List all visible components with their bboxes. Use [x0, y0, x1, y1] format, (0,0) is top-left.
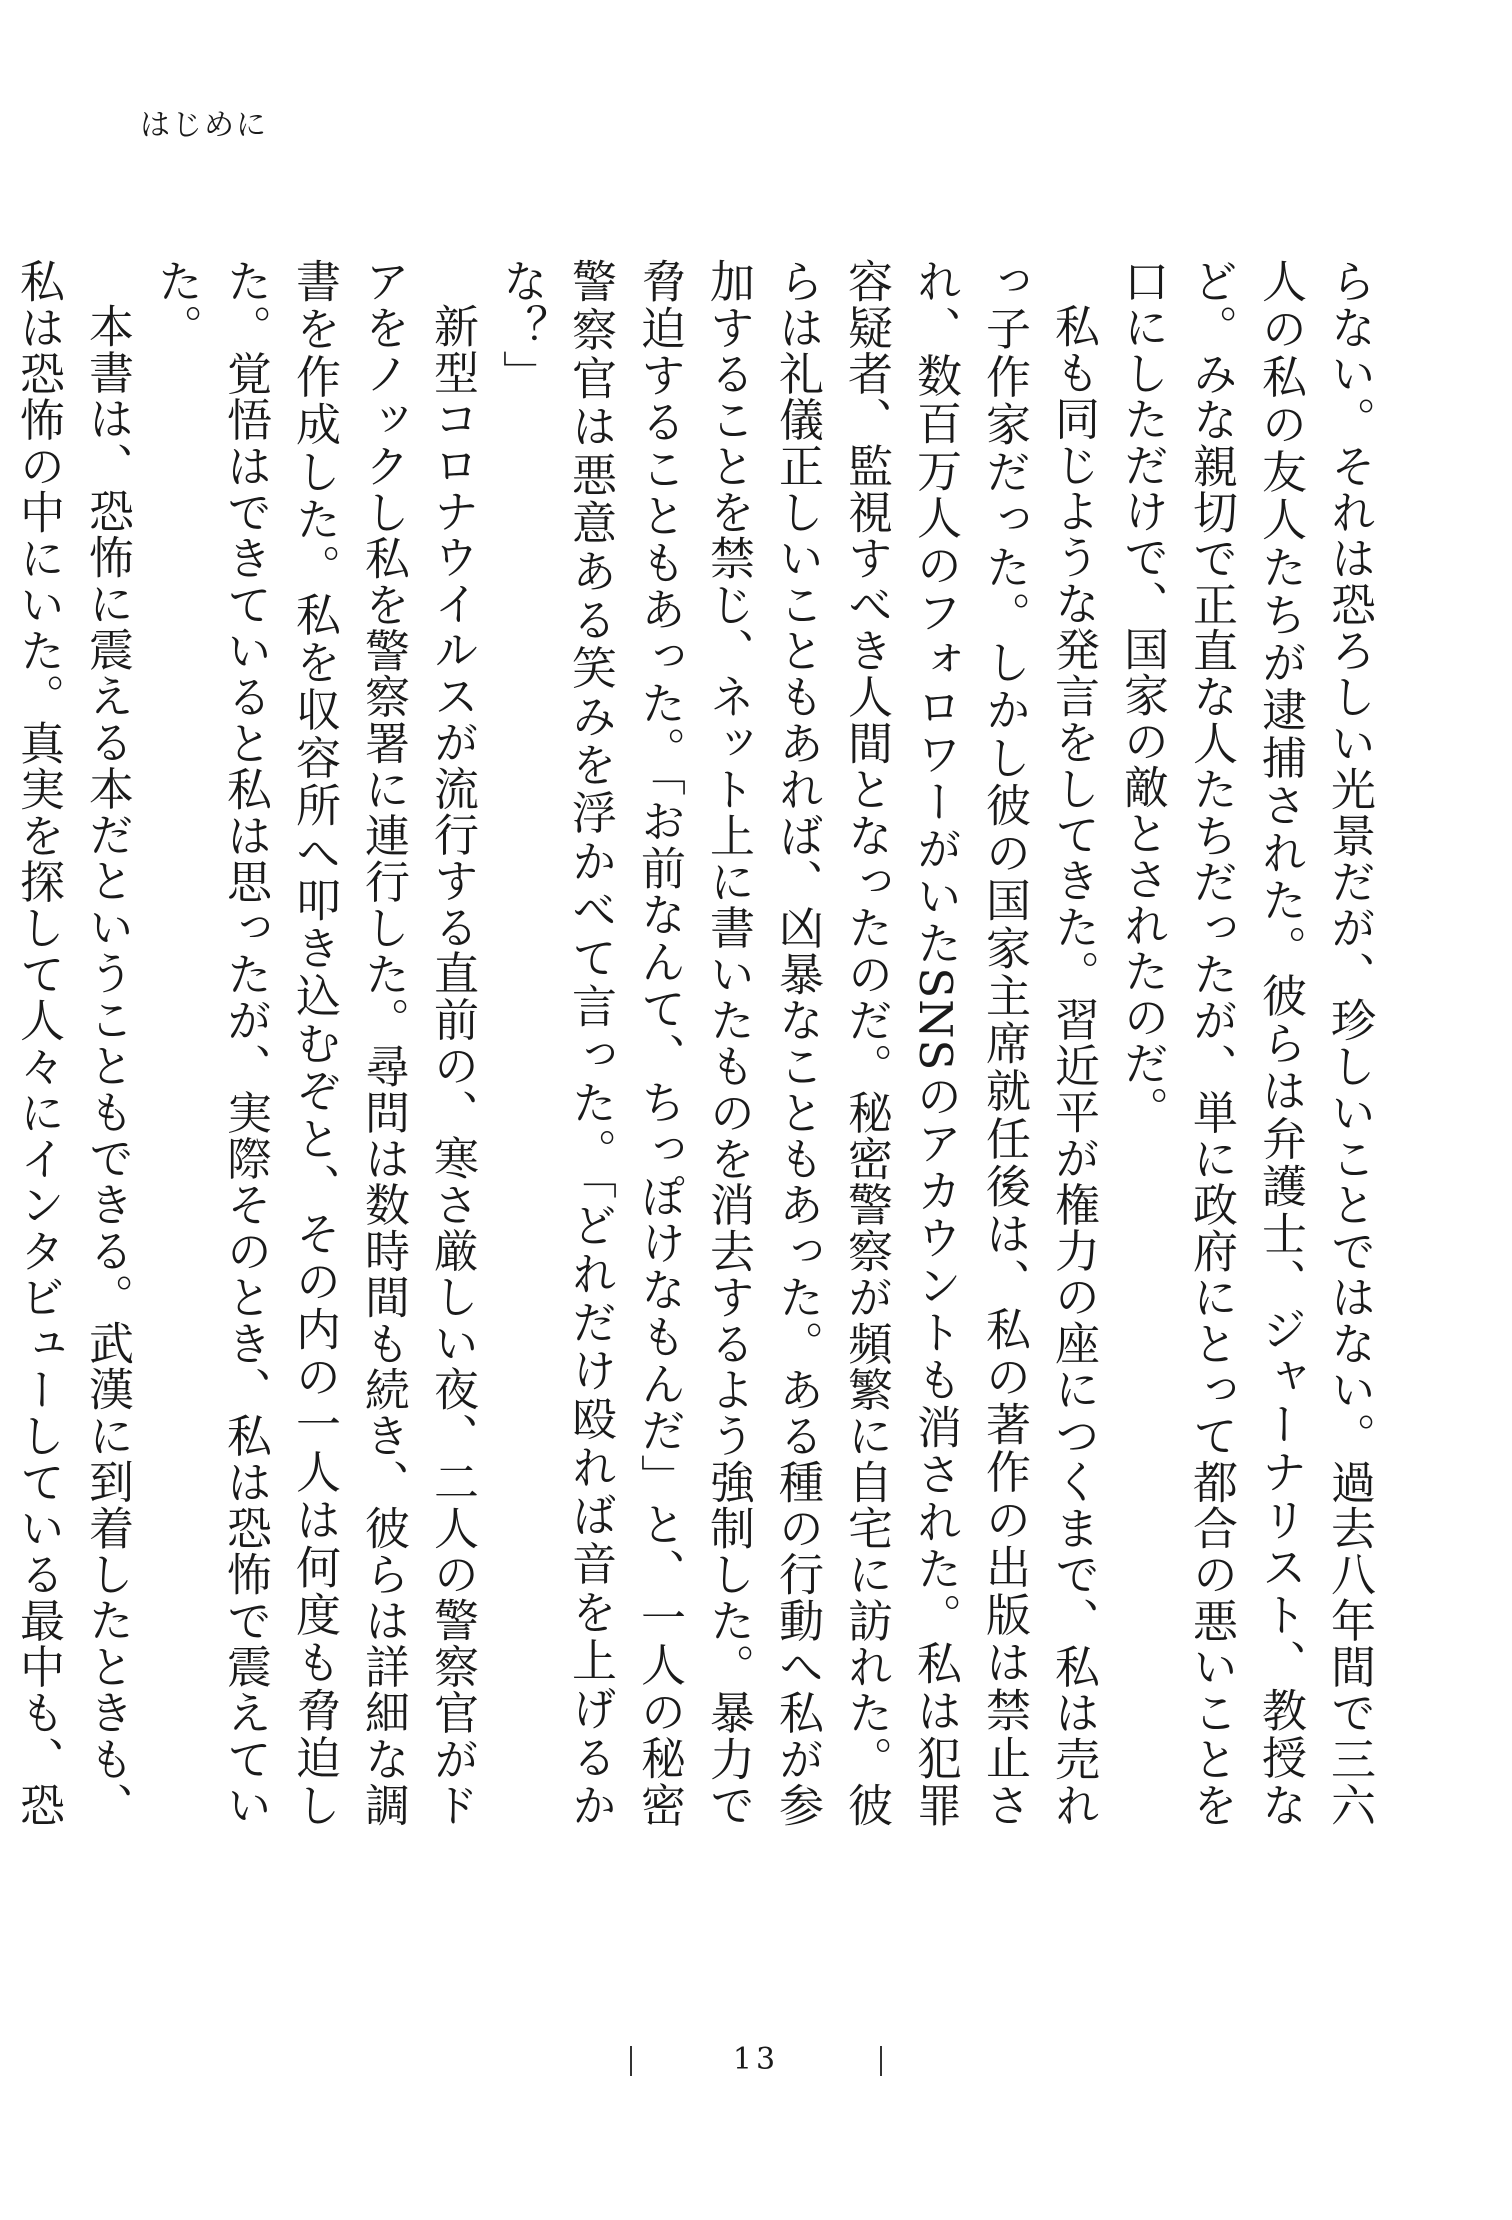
- body-text: [12, 258, 1384, 1828]
- paragraph: らない。それは恐ろしい光景だが、珍しいことではない。過去八年間で三六人の私の友人たちが逮捕された。彼らは弁護士、ジャーナリスト、教授など。みな親切で正直な人たちだったが、単に政府にとって都合の悪いことを口にしただけで、国家の敵とされたのだ。: [1116, 258, 1376, 1828]
- footer-divider-right: [880, 2046, 882, 2076]
- paragraph: 新型コロナウイルスが流行する直前の、寒さ厳しい夜、二人の警察官がドアをノックし私を警察署に連行した。尋問は数時間も続き、彼らは詳細な調書を作成した。私を収容所へ叩き込むぞと、その内の一人は何度も脅迫した。覚悟はできていると私は思ったが、実際そのとき、私は恐怖で震えていた。: [150, 258, 479, 1828]
- page-footer: [0, 2042, 1512, 2082]
- paragraph: 本書は、恐怖に震える本だということもできる。武漢に到着したときも、私は恐怖の中にいた。真実を探して人々にインタビューしている最中も、恐: [12, 258, 134, 1828]
- page-number: 13: [732, 2042, 780, 2077]
- running-head: はじめに: [140, 108, 268, 143]
- paragraph: 私も同じような発言をしてきた。習近平が権力の座につくまで、私は売れっ子作家だった。しかし彼の国家主席就任後は、私の著作の出版は禁止され、数百万人のフォロワーがいたSNSのアカウントも消された。私は犯罪容疑者、監視すべき人間となったのだ。秘密警察が頻繁に自宅に訪れた。彼らは礼儀正しいこともあれば、凶暴なこともあった。ある種の行動へ私が参加することを禁じ、ネット上に書いたものを消去するよう強制した。暴力で脅迫することもあった。「お前なんて、ちっぽけなもんだ」と、一人の秘密警察官は悪意ある笑みを浮かべて言った。「どれだけ殴れば音を上げるかな？」: [495, 258, 1100, 1828]
- footer-divider-left: [630, 2046, 632, 2076]
